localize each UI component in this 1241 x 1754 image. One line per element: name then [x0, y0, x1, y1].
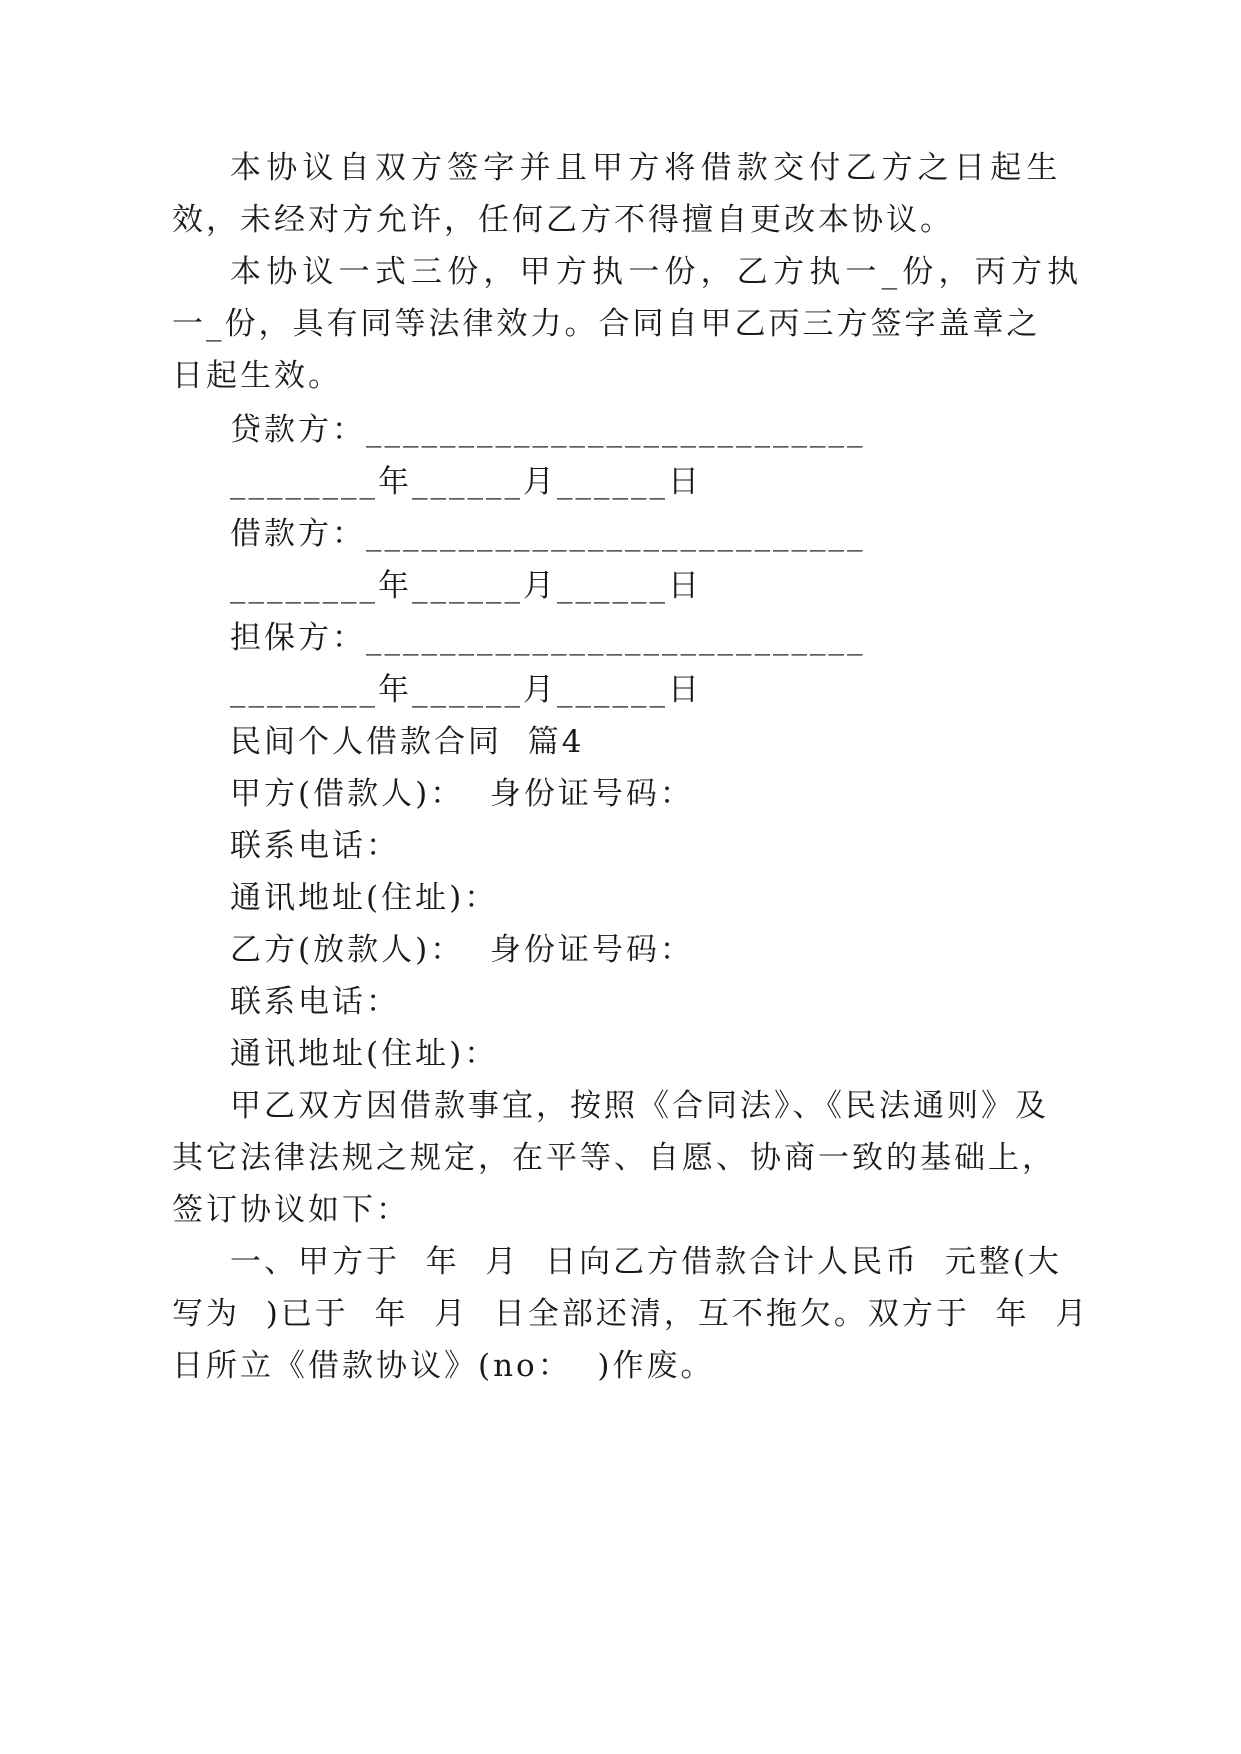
party-b-id-line: 乙方(放款人)： 身份证号码：: [230, 932, 694, 968]
paragraph-effect-line-2: 效，未经对方允许，任何乙方不得擅自更改本协议。: [172, 202, 954, 238]
clause-one-line-1: 一、甲方于 年 月 日向乙方借款合计人民币 元整(大: [230, 1244, 1062, 1280]
section-title: 民间个人借款合同 篇4: [230, 724, 585, 760]
party-b-address: 通讯地址(住址)：: [230, 1036, 499, 1072]
party-a-address: 通讯地址(住址)：: [230, 880, 499, 916]
guarantor-date-line: ________年______月______日: [230, 672, 702, 708]
guarantor-signature-line: 担保方：___________________________: [230, 620, 866, 656]
paragraph-intro-line-1: 甲乙双方因借款事宜，按照《合同法》、《民法通则》及: [230, 1088, 1049, 1124]
party-a-id-line: 甲方(借款人)： 身份证号码：: [230, 776, 694, 812]
paragraph-copies-line-2: 一_份，具有同等法律效力。合同自甲乙丙三方签字盖章之: [172, 306, 1041, 342]
party-a-phone: 联系电话：: [230, 828, 400, 864]
party-b-phone: 联系电话：: [230, 984, 400, 1020]
paragraph-intro-line-3: 签订协议如下：: [172, 1192, 410, 1228]
lender-signature-line: 贷款方：___________________________: [230, 412, 866, 448]
paragraph-effect-line-1: 本协议自双方签字并且甲方将借款交付乙方之日起生: [230, 150, 1063, 186]
clause-one-line-3: 日所立《借款协议》(no： )作废。: [172, 1348, 715, 1384]
lender-date-line: ________年______月______日: [230, 464, 702, 500]
paragraph-copies-line-3: 日起生效。: [172, 358, 342, 394]
clause-one-line-2: 写为 )已于 年 月 日全部还清，互不拖欠。双方于 年 月: [172, 1296, 1090, 1332]
borrower-date-line: ________年______月______日: [230, 568, 702, 604]
borrower-signature-line: 借款方：___________________________: [230, 516, 866, 552]
paragraph-intro-line-2: 其它法律法规之规定，在平等、自愿、协商一致的基础上，: [172, 1140, 1056, 1176]
paragraph-copies-line-1: 本协议一式三份，甲方执一份，乙方执一_份，丙方执: [230, 254, 1084, 290]
